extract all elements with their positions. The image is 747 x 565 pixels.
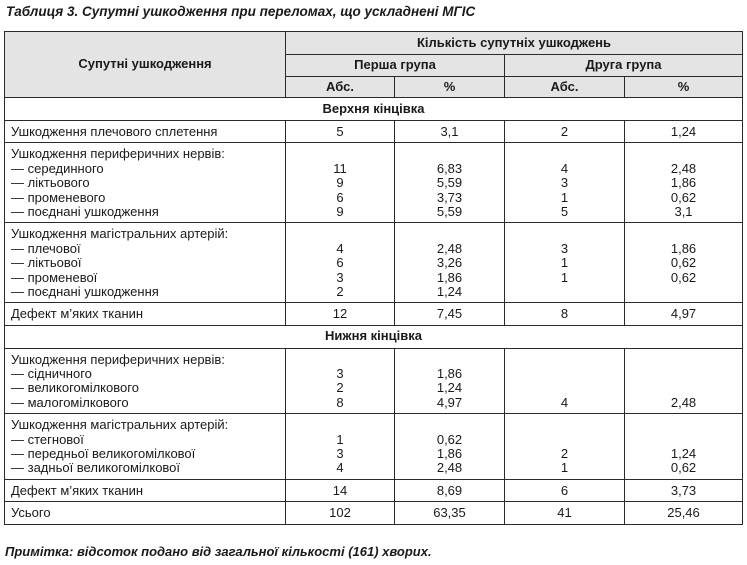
injury-label: — променевої xyxy=(11,269,98,285)
injury-label: — великогомілкового xyxy=(11,380,139,396)
group2-pct-value-cell xyxy=(625,414,743,480)
injury-cell xyxy=(5,348,286,414)
group2-abs-value xyxy=(505,227,624,241)
group1-abs-value: 4 xyxy=(336,240,344,256)
injury-cell xyxy=(5,121,286,143)
group2-abs-value-cell xyxy=(505,121,625,143)
injury-label: Дефект м’яких тканин xyxy=(11,482,144,498)
group2-abs-value: 2 xyxy=(560,124,569,139)
group2-abs-value: 2 xyxy=(560,446,569,462)
header-g1-pct: % xyxy=(395,77,505,98)
group1-abs-value: 12 xyxy=(332,306,348,322)
group1-abs-value-cell xyxy=(286,479,395,501)
group2-pct-value: 2,48 xyxy=(670,394,697,410)
group1-abs-value: 5 xyxy=(336,124,344,139)
group1-pct-value: 1,86 xyxy=(436,446,463,462)
group2-abs-value-cell xyxy=(505,223,625,303)
table-row xyxy=(5,303,743,325)
group1-pct-value-cell xyxy=(395,223,505,303)
header-g1-abs: Абс. xyxy=(286,77,395,98)
injury-label: Дефект м’яких тканин xyxy=(11,306,144,322)
group2-abs-value-cell xyxy=(505,303,625,325)
group2-pct-value xyxy=(625,418,742,432)
injury-label: Ушкодження периферичних нервів: xyxy=(11,351,225,367)
group2-abs-value-cell xyxy=(505,348,625,414)
group1-abs-value xyxy=(286,227,394,241)
group1-abs-value: 3 xyxy=(336,269,344,285)
injury-label: — ліктьової xyxy=(11,255,82,271)
section-title: Нижня кінцівка xyxy=(5,325,743,348)
group2-pct-value: 0,62 xyxy=(670,460,697,476)
group1-abs-value-cell xyxy=(286,303,395,325)
group1-pct-value-cell xyxy=(395,479,505,501)
group2-pct-value-cell xyxy=(625,121,743,143)
table-caption: Таблиця 3. Супутні ушкодження при переломах, що ускладнені МГІС xyxy=(6,4,476,19)
total-group1-pct: 63,35 xyxy=(395,502,505,524)
total-group2-abs: 41 xyxy=(505,502,625,524)
group2-pct-value xyxy=(625,147,742,161)
total-label: Усього xyxy=(5,502,286,524)
group1-abs-value xyxy=(286,147,394,161)
group2-pct-value xyxy=(625,381,742,395)
group1-abs-value: 9 xyxy=(336,203,344,219)
group1-abs-value: 3 xyxy=(336,446,344,462)
group1-pct-value: 6,83 xyxy=(436,160,463,176)
group2-pct-value: 4,97 xyxy=(670,306,697,322)
injury-cell xyxy=(5,479,286,501)
group2-pct-value xyxy=(625,227,742,241)
injury-label: Ушкодження периферичних нервів: xyxy=(11,146,225,162)
group1-pct-value: 1,24 xyxy=(436,283,463,299)
group2-abs-value xyxy=(505,147,624,161)
group1-abs-value: 2 xyxy=(336,283,344,299)
group2-pct-value: 2,48 xyxy=(670,160,697,176)
injury-label: — ліктьового xyxy=(11,175,90,191)
header-group2: Друга група xyxy=(505,55,743,77)
group1-pct-value: 1,86 xyxy=(436,366,463,382)
header-group1: Перша група xyxy=(286,55,505,77)
group1-pct-value xyxy=(395,353,504,367)
injuries-table xyxy=(4,31,743,525)
group2-abs-value: 1 xyxy=(560,189,569,205)
table-row xyxy=(5,348,743,414)
group1-pct-value: 3,1 xyxy=(440,124,459,139)
group1-abs-value: 14 xyxy=(332,482,348,498)
group1-pct-value: 2,48 xyxy=(436,460,463,476)
group2-pct-value xyxy=(625,353,742,367)
group2-pct-value xyxy=(625,285,742,299)
group2-abs-value xyxy=(505,433,624,447)
header-g2-pct: % xyxy=(625,77,743,98)
injury-label: — сідничного xyxy=(11,366,92,382)
group1-pct-value: 0,62 xyxy=(436,431,463,447)
group2-abs-value: 1 xyxy=(560,269,569,285)
group1-pct-value: 2,48 xyxy=(436,240,463,256)
section-title: Верхня кінцівка xyxy=(5,98,743,121)
group1-abs-value xyxy=(286,353,394,367)
group2-abs-value-cell xyxy=(505,479,625,501)
injury-label: — передньої великогомілкової xyxy=(11,446,196,462)
group1-pct-value: 3,73 xyxy=(436,189,463,205)
injury-label: — малогомілкового xyxy=(11,394,129,410)
group2-abs-value: 8 xyxy=(560,306,569,322)
group1-pct-value xyxy=(395,147,504,161)
group1-abs-value: 8 xyxy=(336,394,344,410)
group2-abs-value: 3 xyxy=(560,175,569,191)
total-group2-pct: 25,46 xyxy=(625,502,743,524)
group1-pct-value-cell xyxy=(395,303,505,325)
group1-abs-value-cell xyxy=(286,121,395,143)
table-note: Примітка: відсоток подано від загальної кількості (161) хворих. xyxy=(5,544,432,559)
group2-pct-value: 0,62 xyxy=(670,269,697,285)
group1-pct-value: 1,24 xyxy=(436,380,463,396)
group2-abs-value: 4 xyxy=(560,160,569,176)
table-row xyxy=(5,143,743,223)
group1-abs-value: 6 xyxy=(336,189,344,205)
injury-label: Ушкодження плечового сплетення xyxy=(11,124,218,139)
group1-pct-value xyxy=(395,418,504,432)
injury-cell xyxy=(5,143,286,223)
group2-pct-value: 1,86 xyxy=(670,240,697,256)
table-row xyxy=(5,414,743,480)
group2-pct-value: 3,1 xyxy=(674,203,693,219)
injury-label: — стегнової xyxy=(11,431,84,447)
group1-abs-value: 9 xyxy=(336,175,344,191)
group1-pct-value-cell xyxy=(395,414,505,480)
total-group1-abs: 102 xyxy=(286,502,395,524)
group1-pct-value: 5,59 xyxy=(436,203,463,219)
group2-abs-value xyxy=(505,285,624,299)
group2-abs-value: 4 xyxy=(560,394,569,410)
group2-pct-value-cell xyxy=(625,479,743,501)
group2-abs-value-cell xyxy=(505,414,625,480)
group2-abs-value xyxy=(505,381,624,395)
group1-pct-value xyxy=(395,227,504,241)
group1-pct-value-cell xyxy=(395,143,505,223)
group2-pct-value: 0,62 xyxy=(670,255,697,271)
group1-abs-value: 2 xyxy=(336,380,344,396)
section-row xyxy=(5,98,743,121)
injury-label: — задньої великогомілкової xyxy=(11,460,181,476)
group2-abs-value xyxy=(505,418,624,432)
group1-abs-value-cell xyxy=(286,143,395,223)
group1-pct-value: 4,97 xyxy=(436,394,463,410)
table-row xyxy=(5,479,743,501)
group2-pct-value: 3,73 xyxy=(670,482,697,498)
group2-pct-value-cell xyxy=(625,223,743,303)
injury-label: Ушкодження магістральних артерій: xyxy=(11,417,229,433)
group2-pct-value-cell xyxy=(625,303,743,325)
group2-abs-value: 1 xyxy=(560,255,569,271)
group2-pct-value-cell xyxy=(625,348,743,414)
injury-cell xyxy=(5,414,286,480)
header-count: Кількість супутніх ушкоджень xyxy=(286,32,743,55)
injury-label: — поєднані ушкодження xyxy=(11,283,159,299)
group1-abs-value-cell xyxy=(286,223,395,303)
group1-pct-value: 1,86 xyxy=(436,269,463,285)
header-g2-abs: Абс. xyxy=(505,77,625,98)
injury-cell xyxy=(5,223,286,303)
header-injury: Супутні ушкодження xyxy=(5,32,286,98)
group2-pct-value-cell xyxy=(625,143,743,223)
injury-cell xyxy=(5,303,286,325)
group2-pct-value xyxy=(625,433,742,447)
group2-pct-value: 1,24 xyxy=(670,124,697,139)
group2-abs-value: 3 xyxy=(560,240,569,256)
injury-label: — променевого xyxy=(11,189,106,205)
group1-abs-value: 11 xyxy=(333,160,347,176)
group1-abs-value-cell xyxy=(286,348,395,414)
group1-abs-value: 3 xyxy=(336,366,344,382)
section-row xyxy=(5,325,743,348)
group1-pct-value-cell xyxy=(395,121,505,143)
group2-abs-value xyxy=(505,353,624,367)
group1-pct-value: 5,59 xyxy=(436,175,463,191)
injury-label: — поєднані ушкодження xyxy=(11,203,159,219)
total-row xyxy=(5,502,743,524)
group1-pct-value-cell xyxy=(395,348,505,414)
injury-label: — серединного xyxy=(11,160,104,176)
group1-abs-value: 6 xyxy=(336,255,344,271)
table-row xyxy=(5,121,743,143)
table-row xyxy=(5,223,743,303)
group1-abs-value-cell xyxy=(286,414,395,480)
group1-abs-value: 4 xyxy=(336,460,344,476)
group1-pct-value: 3,26 xyxy=(436,255,463,271)
group2-pct-value xyxy=(625,367,742,381)
group2-pct-value: 1,24 xyxy=(670,446,697,462)
group2-abs-value: 1 xyxy=(560,460,569,476)
group2-abs-value: 6 xyxy=(560,482,569,498)
group1-abs-value: 1 xyxy=(336,431,344,447)
group1-pct-value: 7,45 xyxy=(436,306,463,322)
group2-pct-value: 1,86 xyxy=(670,175,697,191)
group2-pct-value: 0,62 xyxy=(670,189,697,205)
group2-abs-value xyxy=(505,367,624,381)
group1-pct-value: 8,69 xyxy=(436,482,463,498)
injury-label: Ушкодження магістральних артерій: xyxy=(11,226,229,242)
table-body xyxy=(5,98,743,525)
injury-label: — плечової xyxy=(11,240,81,256)
group1-abs-value xyxy=(286,418,394,432)
group2-abs-value: 5 xyxy=(560,203,569,219)
group2-abs-value-cell xyxy=(505,143,625,223)
